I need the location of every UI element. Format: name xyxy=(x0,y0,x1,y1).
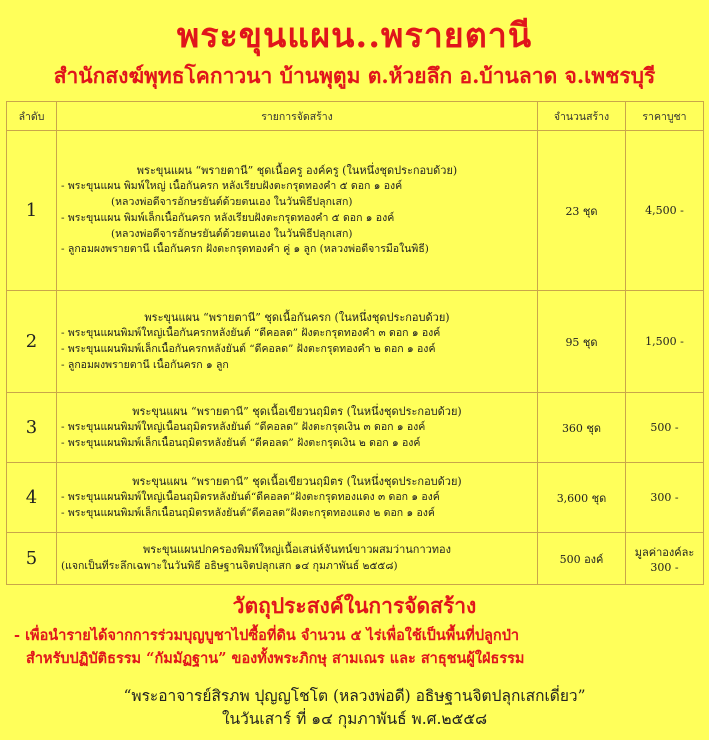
footer xyxy=(0,685,709,732)
detail-line: - พระขุนแผนพิมพ์เล็กเนื้อนฤมิตรหลังยันต์“ดีคอลด”ฝังตะกรุดทองแดง ๒ ดอก ๑ องค์ xyxy=(61,506,435,519)
row-number: 2 xyxy=(7,291,57,393)
set-title: พระขุนแผน “พรายตานี” ชุดเนื้อเขียวนฤมิตร (ในหนึ่งชุดประกอบด้วย) xyxy=(132,404,462,418)
purpose-text xyxy=(14,624,704,670)
row-price: 1,500 - xyxy=(626,291,704,393)
footer-line: ในวันเสาร์ ที่ ๑๔ กุมภาพันธ์ พ.ศ.๒๕๕๘ xyxy=(221,710,488,729)
detail-line: - พระขุนแผน พิมพ์เล็กเนื้อกันครก หลังเรียบฝังตะกรุดทองคำ ๕ ดอก ๑ องค์ xyxy=(61,211,395,224)
row-quantity: 23 ชุด xyxy=(538,131,626,291)
table-row xyxy=(7,463,704,533)
detail-line: - พระขุนแผนพิมพ์เล็กเนื้อนฤมิตรหลังยันต์ “ดีคอลด” ฝังตะกรุดเงิน ๒ ดอก ๑ องค์ xyxy=(61,436,421,449)
row-number: 4 xyxy=(7,463,57,533)
row-number: 5 xyxy=(7,533,57,585)
page-subtitle: สำนักสงฆ์พุทธโคกาวนา บ้านพุตูม ต.ห้วยลึก อ.บ้านลาด จ.เพชรบุรี xyxy=(53,63,656,88)
table-header-row xyxy=(7,102,704,131)
detail-line: - พระขุนแผนพิมพ์ใหญ่เนื้อนฤมิตรหลังยันต์“ดีคอลด”ฝังตะกรุดทองแดง ๓ ดอก ๑ องค์ xyxy=(61,491,440,503)
row-details xyxy=(57,393,538,463)
set-title: พระขุนแผน “พรายตานี” ชุดเนื้อครู องค์ครู (ในหนึ่งชุดประกอบด้วย) xyxy=(136,163,458,177)
header-price: ราคาบูชา xyxy=(626,102,704,131)
table-row xyxy=(7,131,704,291)
detail-line: - พระขุนแผนพิมพ์เล็กเนื้อกันครกหลังยันต์ “ดีคอลด” ฝังตะกรุดทองคำ ๒ ดอก ๑ องค์ xyxy=(61,342,436,355)
row-details xyxy=(57,291,538,393)
amulet-table xyxy=(6,101,704,585)
row-price: มูลค่าองค์ละ 300 - xyxy=(626,533,704,585)
row-details xyxy=(57,463,538,533)
detail-line: (แจกเป็นที่ระลึกเฉพาะในวันพิธี อธิษฐานจิตปลุกเสก ๑๔ กุมภาพันธ์ ๒๕๕๘) xyxy=(61,559,398,572)
row-price: 4,500 - xyxy=(626,131,704,291)
row-details xyxy=(57,131,538,291)
set-title: พระขุนแผนปกครองพิมพ์ใหญ่เนื้อเสน่ห์จันทน์ขาวผสมว่านกาวทอง xyxy=(142,543,452,557)
row-number: 3 xyxy=(7,393,57,463)
detail-line: - พระขุนแผนพิมพ์ใหญ่เนื้อกันครกหลังยันต์ “ดีคอลด” ฝังตะกรุดทองคำ ๓ ดอก ๑ องค์ xyxy=(61,327,441,340)
set-title: พระขุนแผน “พรายตานี” ชุดเนื้อเขียวนฤมิตร (ในหนึ่งชุดประกอบด้วย) xyxy=(132,474,462,488)
header-order: ลำดับ xyxy=(7,102,57,131)
detail-line: - ลูกอมผงพรายตานี เนื้อกันครก ฝังตะกรุดทองคำ คู่ ๑ ลูก (หลวงพ่อดีจารมือในพิธี) xyxy=(61,243,429,256)
purpose-line: สำหรับปฏิบัติธรรม “กัมมัฏฐาน” ของทั้งพระภิกษุ สามเณร และ สาธุชนผู้ใฝ่ธรรม xyxy=(26,650,525,668)
detail-line: (หลวงพ่อดีจารอักษรยันต์ด้วยตนเอง ในวันพิธีปลุกเสก) xyxy=(111,227,353,240)
row-quantity: 500 องค์ xyxy=(538,533,626,585)
row-quantity: 95 ชุด xyxy=(538,291,626,393)
header-quantity: จำนวนสร้าง xyxy=(538,102,626,131)
purpose-line: - เพื่อนำรายได้จากการร่วมบุญบูชาไปซื้อที่ดิน จำนวน ๕ ไร่เพื่อใช้เป็นพื้นที่ปลูกป่า xyxy=(14,627,520,644)
row-price: 300 - xyxy=(626,463,704,533)
row-quantity: 3,600 ชุด xyxy=(538,463,626,533)
detail-line: - พระขุนแผนพิมพ์ใหญ่เนื้อนฤมิตรหลังยันต์ “ดีคอลด” ฝังตะกรุดเงิน ๓ ดอก ๑ องค์ xyxy=(61,421,426,433)
table-row xyxy=(7,393,704,463)
header-items: รายการจัดสร้าง xyxy=(57,102,538,131)
detail-line: - พระขุนแผน พิมพ์ใหญ่ เนื้อกันครก หลังเรียบฝังตะกรุดทองคำ ๕ ดอก ๑ องค์ xyxy=(61,180,403,193)
row-details xyxy=(57,533,538,585)
purpose-title: วัตถุประสงค์ในการจัดสร้าง xyxy=(232,593,477,618)
table-row xyxy=(7,533,704,585)
row-price: 500 - xyxy=(626,393,704,463)
table-row xyxy=(7,291,704,393)
row-number: 1 xyxy=(7,131,57,291)
footer-line: “พระอาจารย์สิรภพ ปุญญโชโต (หลวงพ่อดี) อธิษฐานจิตปลุกเสกเดี่ยว” xyxy=(123,687,586,705)
row-quantity: 360 ชุด xyxy=(538,393,626,463)
set-title: พระขุนแผน “พรายตานี” ชุดเนื้อกันครก (ในหนึ่งชุดประกอบด้วย) xyxy=(144,310,450,324)
detail-line: (หลวงพ่อดีจารอักษรยันต์ด้วยตนเอง ในวันพิธีปลุกเสก) xyxy=(111,196,353,209)
detail-line: - ลูกอมผงพรายตานี เนื้อกันครก ๑ ลูก xyxy=(61,358,229,371)
page-title: พระขุนแผน..พรายตานี xyxy=(176,16,533,56)
